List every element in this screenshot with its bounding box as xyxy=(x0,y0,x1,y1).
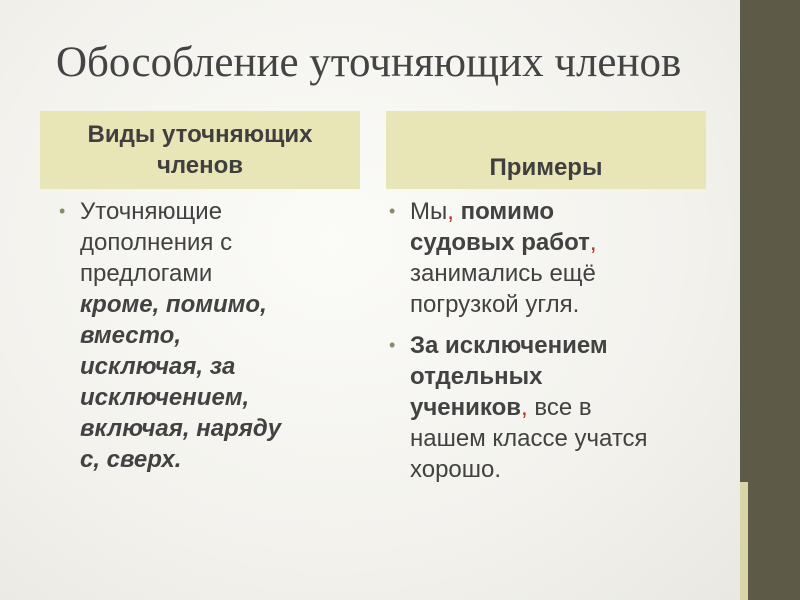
example-line xyxy=(410,196,716,227)
prepositions-line: с, сверх. xyxy=(80,446,182,473)
types-text-line: дополнения с xyxy=(80,229,233,256)
header-types xyxy=(40,111,360,189)
types-bullet-item xyxy=(56,196,346,475)
side-bar xyxy=(740,0,800,600)
prepositions-line: вместо, xyxy=(80,322,181,349)
bullet-icon: • xyxy=(389,335,396,355)
slide-title: Обособление уточняющих членов xyxy=(56,39,682,86)
example-bold-line: отдельных xyxy=(410,363,543,390)
example-line: хорошо. xyxy=(410,456,502,483)
example-text: все в xyxy=(527,394,592,421)
example-line: нашем классе учатся xyxy=(410,425,648,452)
side-bar-accent xyxy=(740,482,748,600)
comma-highlight: , xyxy=(589,229,597,256)
example-text: Мы xyxy=(410,198,448,225)
bullet-icon: • xyxy=(389,201,396,221)
header-types-line-1: Виды уточняющих xyxy=(87,121,313,148)
example-bold-line: За исключением xyxy=(410,332,608,359)
example-line xyxy=(410,227,716,258)
types-column xyxy=(56,196,346,475)
example-line: занимались ещё xyxy=(410,260,596,287)
examples-column xyxy=(386,196,716,485)
example-item-2 xyxy=(386,330,716,485)
bullet-icon: • xyxy=(59,201,66,221)
example-bold-text: помимо xyxy=(453,198,555,225)
header-examples-text: Примеры xyxy=(489,154,603,181)
header-types-line-2: членов xyxy=(156,152,244,179)
prepositions-line: включая, наряду xyxy=(80,415,282,442)
prepositions-line: исключением, xyxy=(80,384,250,411)
example-bold-text: учеников xyxy=(410,394,521,421)
prepositions-line: исключая, за xyxy=(80,353,236,380)
types-text-line: предлогами xyxy=(80,260,213,287)
types-text-line: Уточняющие xyxy=(80,198,223,225)
example-item-1 xyxy=(386,196,716,320)
example-bold-text: судовых работ xyxy=(410,229,590,256)
example-line: погрузкой угля. xyxy=(410,291,580,318)
prepositions-line: кроме, помимо, xyxy=(80,291,267,318)
header-examples xyxy=(386,111,706,189)
comma-highlight: , xyxy=(521,394,528,421)
comma-highlight: , xyxy=(447,198,454,225)
example-line xyxy=(410,392,716,423)
